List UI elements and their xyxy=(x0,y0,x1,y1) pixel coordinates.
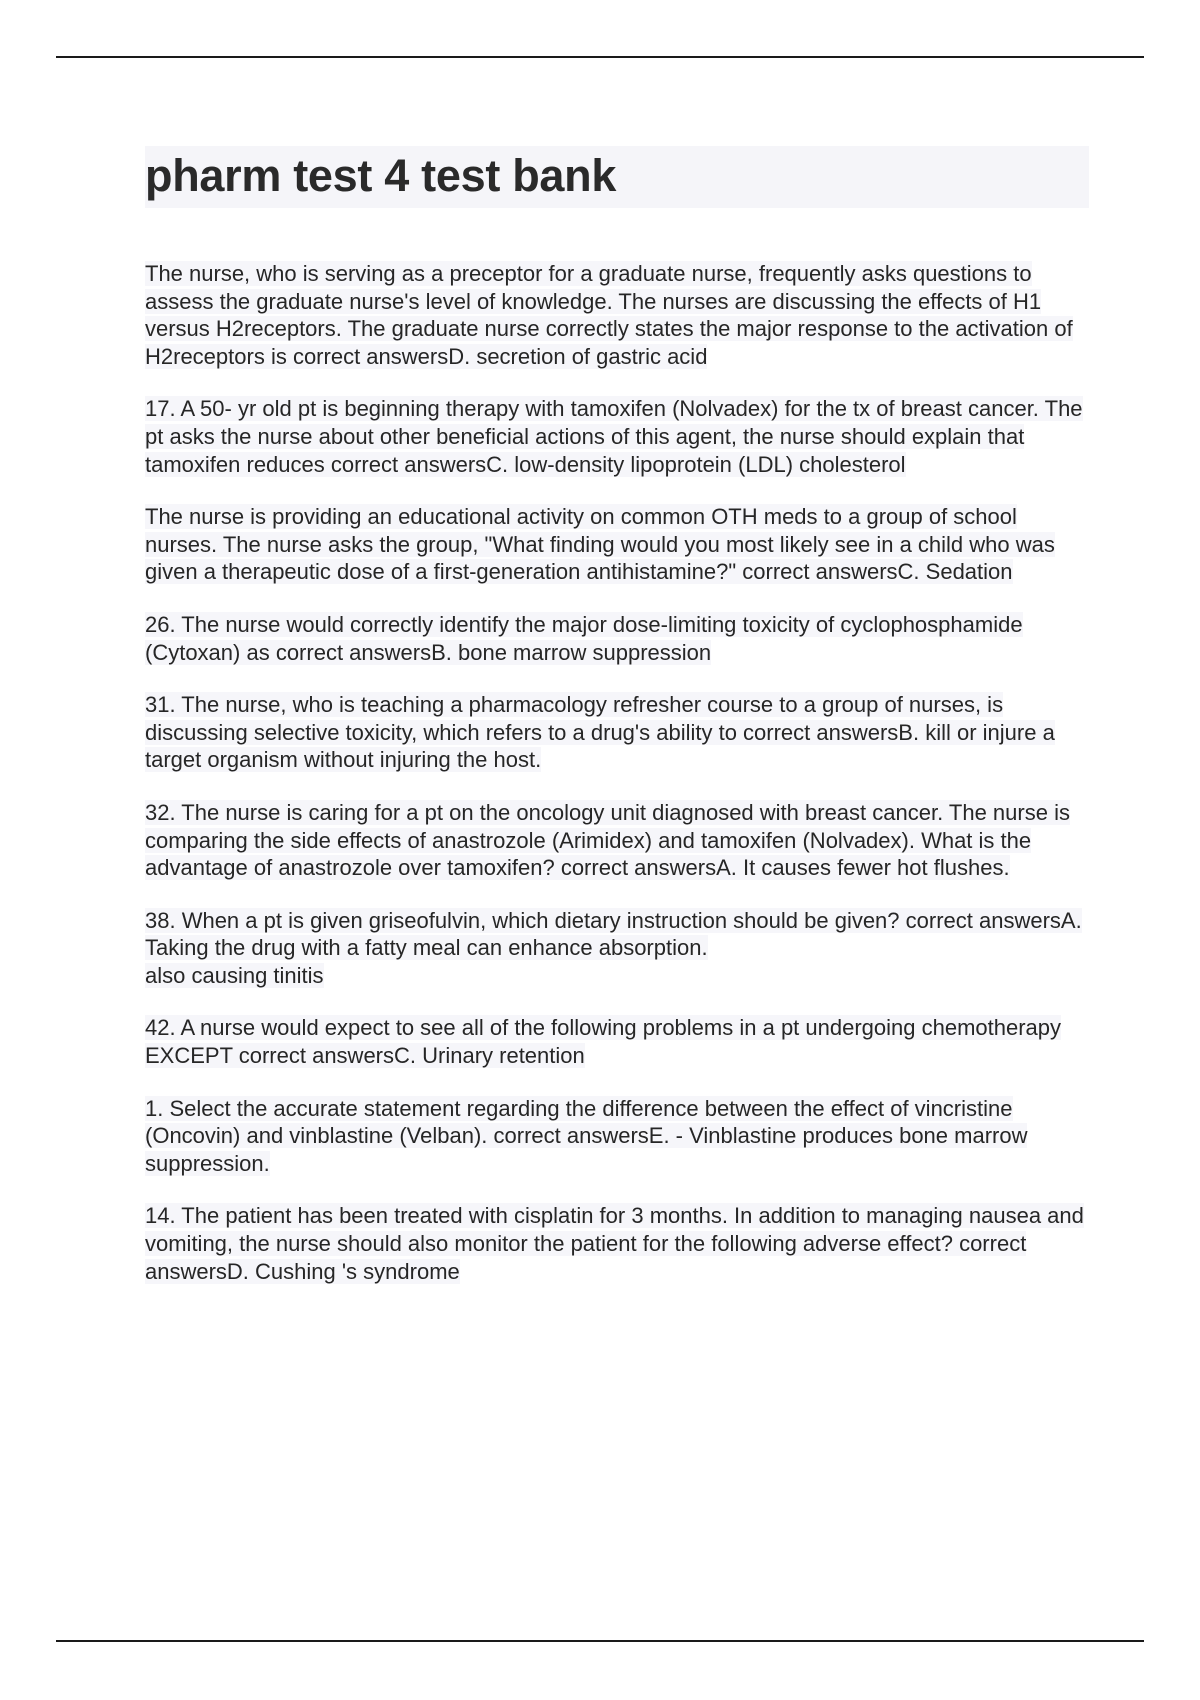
question-text: 31. The nurse, who is teaching a pharmacology refresher course to a group of nurses, is discussing selective toxicity, which refers to a drug's ability to correct answersB. kill or injure a target organism without injuring the host. xyxy=(145,692,1055,773)
question-item-8 xyxy=(145,1014,1089,1069)
question-item-6 xyxy=(145,799,1089,882)
question-text: 32. The nurse is caring for a pt on the oncology unit diagnosed with breast cancer. The nurse is comparing the side effects of anastrozole (Arimidex) and tamoxifen (Nolvadex). What is the advantage of anastrozole over tamoxifen? correct answersA. It causes fewer hot flushes. xyxy=(145,799,1070,881)
question-text: 26. The nurse would correctly identify the major dose-limiting toxicity of cyclophosphamide (Cytoxan) as correct answersB. bone marrow suppression xyxy=(145,611,1023,665)
question-item-10 xyxy=(145,1202,1089,1285)
question-list xyxy=(145,260,1089,1285)
document-body xyxy=(145,146,1089,1310)
question-text: 14. The patient has been treated with cisplatin for 3 months. In addition to managing nausea and vomiting, the nurse should also monitor the patient for the following adverse effect? correct answersD. Cushing 's syndrome xyxy=(145,1203,1084,1284)
question-text: 17. A 50- yr old pt is beginning therapy with tamoxifen (Nolvadex) for the tx of breast cancer. The pt asks the nurse about other beneficial actions of this agent, the nurse should explain that tamoxifen reduces correct answersC. low-density lipoprotein (LDL) cholesterol xyxy=(145,396,1083,477)
question-item-9 xyxy=(145,1095,1089,1178)
question-item-5 xyxy=(145,691,1089,774)
question-item-2 xyxy=(145,395,1089,478)
question-text: 1. Select the accurate statement regarding the difference between the effect of vincristine (Oncovin) and vinblastine (Velban). correct answersE. - Vinblastine produces bone marrow suppression. xyxy=(145,1095,1028,1176)
document-title: pharm test 4 test bank xyxy=(145,146,1089,208)
question-text: The nurse, who is serving as a preceptor for a graduate nurse, frequently asks questions to assess the graduate nurse's level of knowledge. The nurses are discussing the effects of H1 versus H2receptors. The graduate nurse correctly states the major response to the activation of H2receptors is correct answersD. secretion of gastric acid xyxy=(145,261,1073,369)
question-item-1 xyxy=(145,260,1089,370)
bottom-divider xyxy=(56,1640,1144,1642)
question-text: The nurse is providing an educational activity on common OTH meds to a group of school nurses. The nurse asks the group, "What finding would you most likely see in a child who was given a therapeutic dose of a first-generation antihistamine?" correct answersC. Sedation xyxy=(145,504,1055,585)
question-text: 42. A nurse would expect to see all of the following problems in a pt undergoing chemotherapy EXCEPT correct answersC. Urinary retention xyxy=(145,1015,1062,1069)
question-item-4 xyxy=(145,611,1089,666)
top-divider xyxy=(56,56,1144,58)
question-text: 38. When a pt is given griseofulvin, which dietary instruction should be given? correct answersA. Taking the drug with a fatty meal can enhance absorption. also causing tinitis xyxy=(145,907,1082,988)
question-item-7 xyxy=(145,907,1089,990)
question-item-3 xyxy=(145,503,1089,586)
